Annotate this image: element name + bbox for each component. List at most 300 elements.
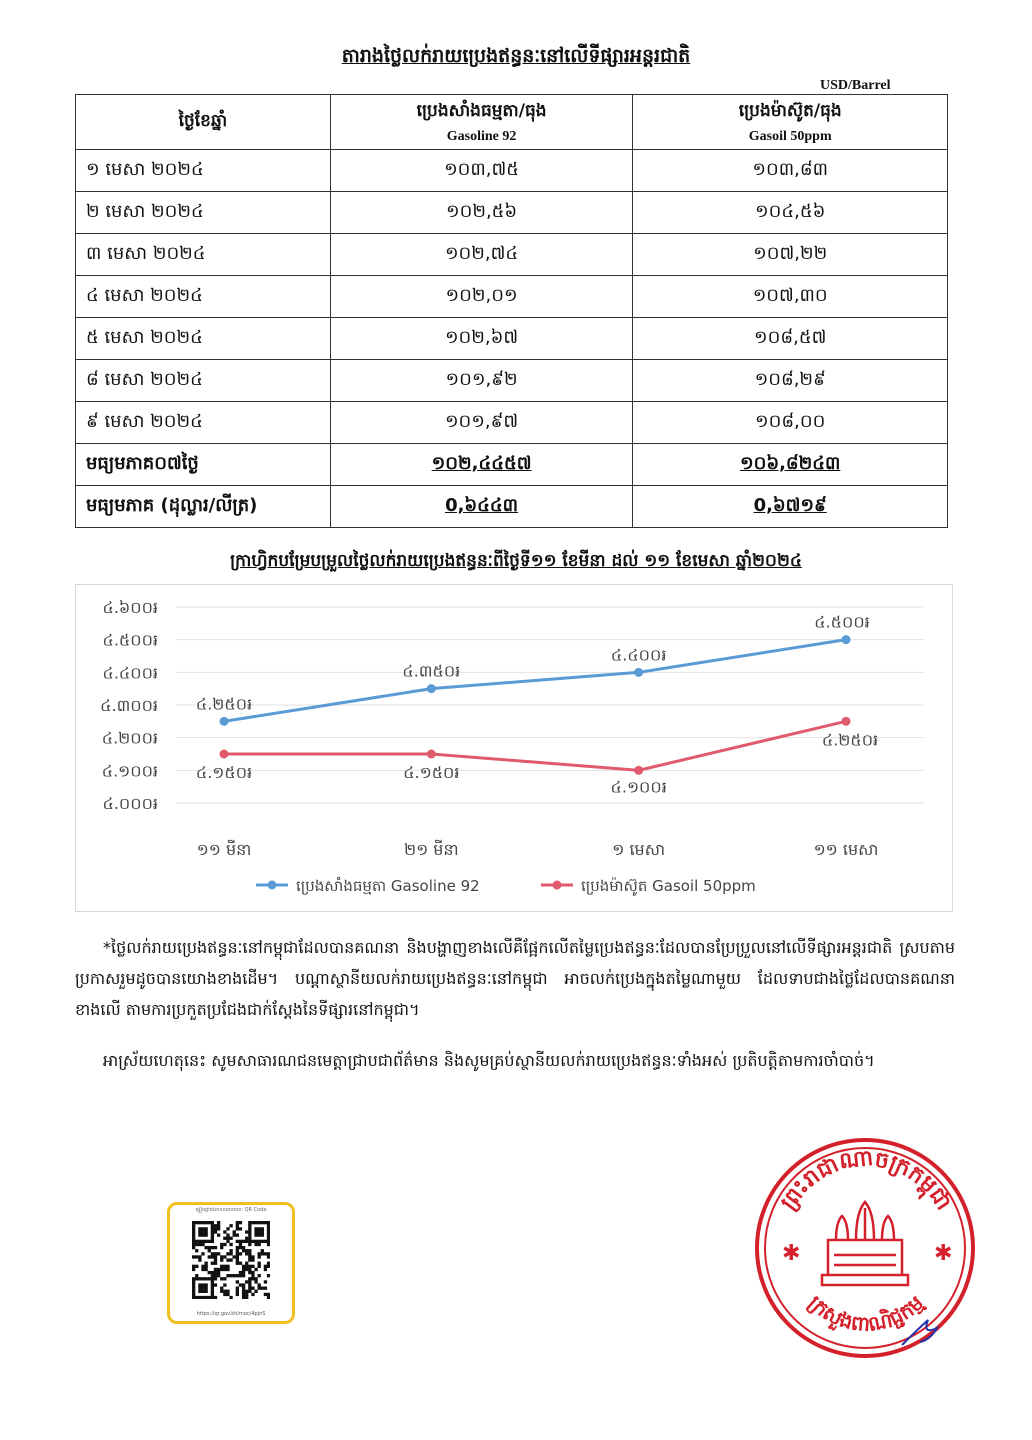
qr-module <box>201 1233 204 1236</box>
qr-module <box>198 1240 201 1243</box>
qr-module <box>239 1262 242 1265</box>
qr-module <box>242 1274 245 1277</box>
qr-module <box>211 1233 214 1236</box>
avg-litre-gasoil-value: 0,៦៧១៩ <box>753 495 827 516</box>
qr-module <box>242 1265 245 1268</box>
qr-module <box>236 1293 239 1296</box>
qr-module <box>261 1230 264 1233</box>
qr-module <box>236 1252 239 1255</box>
qr-module <box>192 1246 195 1249</box>
qr-module <box>211 1290 214 1293</box>
qr-module <box>267 1296 270 1299</box>
qr-module <box>258 1243 261 1246</box>
x-tick-label: ១១ មីនា <box>196 840 252 859</box>
row-gasoline: ១០៣,៧៥ <box>330 150 633 192</box>
qr-module <box>264 1287 267 1290</box>
row-gasoil: ១០៧,៣០ <box>633 276 948 318</box>
qr-module <box>195 1221 198 1224</box>
qr-module <box>258 1252 261 1255</box>
qr-module <box>211 1293 214 1296</box>
row-gasoil: ១០៨,២៩ <box>633 360 948 402</box>
qr-module <box>236 1258 239 1261</box>
qr-module <box>217 1252 220 1255</box>
qr-module <box>214 1252 217 1255</box>
qr-module <box>217 1274 220 1277</box>
data-label: ៤.១៥០៛ <box>195 763 253 782</box>
row-date: ១ មេសា ២០២៤ <box>76 150 331 192</box>
note-paragraph-1: *ថ្លៃលក់រាយប្រេងឥន្ធនៈនៅកម្ពុជាដែលបានគណនា និងបង្ហាញខាងលើគឺផ្អែកលើតម្លៃប្រេងឥន្ធនៈដែលបានប្រែប្រួលនៅលើទីផ្សារអន្តរជាតិ ស្របតាមប្រកាសរួមដូចបានយោងខាងដើម។ បណ្តាស្ថានីយលក់រាយប្រេងឥន្ធនៈនៅកម្ពុជា អាចលក់ប្រេងក្នុងតម្លៃណាមួយ ដែលទាបជាងថ្លៃដែលបានគណនាខាងលើ តាមការប្រកួតប្រជែងជាក់ស្តែងនៃទីផ្សារនៅកម្ពុជា។ <box>75 938 955 1019</box>
qr-module <box>208 1255 211 1258</box>
data-label: ៤.១០០៛ <box>610 777 667 797</box>
avg7-gasoil-value: ១០៦,៨២៤៣ <box>739 453 841 474</box>
qr-module <box>264 1252 267 1255</box>
qr-module <box>198 1290 201 1293</box>
qr-module <box>229 1237 232 1240</box>
qr-module <box>239 1283 242 1286</box>
qr-module <box>267 1233 270 1236</box>
qr-module <box>198 1277 201 1280</box>
qr-module <box>226 1233 229 1236</box>
qr-module <box>201 1227 204 1230</box>
qr-module <box>242 1296 245 1299</box>
y-tick-label: ៤.៤០០៛ <box>102 663 158 683</box>
y-tick-label: ៤.០០០៛ <box>102 794 158 813</box>
qr-module <box>204 1287 207 1290</box>
qr-module <box>267 1265 270 1268</box>
qr-module <box>214 1255 217 1258</box>
qr-module <box>248 1283 251 1286</box>
qr-module <box>195 1249 198 1252</box>
legend-label: ប្រេងសាំងធម្មតា Gasoline 92 <box>296 877 480 895</box>
qr-code-card[interactable] <box>167 1202 295 1324</box>
qr-module <box>258 1283 261 1286</box>
seal-star-left-icon: ✱ <box>782 1241 801 1266</box>
qr-module <box>214 1283 217 1286</box>
qr-module <box>198 1243 201 1246</box>
qr-module <box>245 1265 248 1268</box>
qr-module <box>236 1274 239 1277</box>
seal-top-text: ព្រះរាជាណាចក្រកម្ពុជា <box>776 1145 956 1215</box>
qr-module <box>201 1243 204 1246</box>
qr-module <box>192 1283 195 1286</box>
qr-module <box>220 1243 223 1246</box>
qr-module <box>248 1268 251 1271</box>
qr-module <box>223 1237 226 1240</box>
qr-module <box>192 1265 195 1268</box>
qr-module <box>239 1252 242 1255</box>
qr-module <box>264 1265 267 1268</box>
qr-module <box>208 1221 211 1224</box>
row-gasoil: ១០៧,២២ <box>633 234 948 276</box>
qr-module <box>214 1271 217 1274</box>
qr-module <box>204 1277 207 1280</box>
qr-module <box>229 1258 232 1261</box>
qr-module <box>242 1268 245 1271</box>
qr-module <box>248 1221 251 1224</box>
qr-module <box>223 1277 226 1280</box>
header-gasoline-en: Gasoline 92 <box>446 128 517 144</box>
data-point <box>842 717 851 726</box>
row-gasoline: ១០១,៩៧ <box>330 402 633 444</box>
qr-module <box>211 1280 214 1283</box>
qr-module <box>195 1240 198 1243</box>
qr-module <box>217 1268 220 1271</box>
qr-module <box>195 1265 198 1268</box>
qr-module <box>251 1271 254 1274</box>
qr-module <box>211 1230 214 1233</box>
qr-module <box>201 1230 204 1233</box>
table-row <box>76 192 948 234</box>
header-gasoline-km: ប្រេងសាំងធម្មតា/ធុង <box>416 100 547 121</box>
row-gasoline: ១០២,៥៦ <box>330 192 633 234</box>
row-gasoline: ១០២,៧៤ <box>330 234 633 276</box>
qr-module <box>198 1233 201 1236</box>
qr-module <box>239 1221 242 1224</box>
qr-module <box>267 1255 270 1258</box>
line-chart <box>75 584 953 912</box>
qr-module <box>242 1246 245 1249</box>
qr-module <box>251 1240 254 1243</box>
qr-module <box>258 1227 261 1230</box>
qr-module <box>214 1262 217 1265</box>
qr-module <box>217 1233 220 1236</box>
qr-module <box>201 1268 204 1271</box>
qr-module <box>220 1255 223 1258</box>
chart-title: ក្រាហ្វិកបម្រែបម្រួលថ្លៃលក់រាយប្រេងឥន្ធនៈពីថ្ងៃទី១១ ខែមីនា ដល់ ១១ ខែមេសា ឆ្នាំ២០២៤ <box>230 551 802 571</box>
qr-module <box>198 1255 201 1258</box>
qr-module <box>245 1237 248 1240</box>
qr-module <box>254 1280 257 1283</box>
row-date: ៨ មេសា ២០២៤ <box>76 360 331 402</box>
qr-module <box>192 1224 195 1227</box>
qr-module <box>195 1243 198 1246</box>
qr-module <box>226 1227 229 1230</box>
row-gasoline: ១០១,៩២ <box>330 360 633 402</box>
qr-module <box>264 1280 267 1283</box>
qr-module <box>258 1265 261 1268</box>
row-gasoil: ១០៤,៥៦ <box>633 192 948 234</box>
row-date: ៩ មេសា ២០២៤ <box>76 402 331 444</box>
qr-module <box>201 1221 204 1224</box>
qr-module <box>245 1262 248 1265</box>
qr-module <box>226 1274 229 1277</box>
qr-module <box>198 1258 201 1261</box>
y-tick-label: ៤.១០០៛ <box>101 761 158 781</box>
qr-module <box>254 1268 257 1271</box>
qr-module <box>211 1296 214 1299</box>
qr-module <box>261 1252 264 1255</box>
qr-module <box>226 1293 229 1296</box>
qr-module <box>248 1271 251 1274</box>
note-paragraph-2: អាស្រ័យហេតុនេះ សូមសាធារណជនមេត្តាជ្រាបជាព័ត៌មាន និងសូមគ្រប់ស្ថានីយលក់រាយប្រេងឥន្ធនៈទាំងអស់ ប្រតិបត្តិតាមការចាំបាច់។ <box>103 1051 875 1070</box>
qr-module <box>236 1227 239 1230</box>
qr-module <box>211 1271 214 1274</box>
line-chart-svg <box>76 585 952 911</box>
series-line <box>224 640 846 722</box>
qr-module <box>251 1221 254 1224</box>
table-header-row <box>76 95 948 150</box>
qr-module <box>220 1290 223 1293</box>
qr-module <box>220 1277 223 1280</box>
qr-module <box>239 1246 242 1249</box>
data-point <box>634 766 643 775</box>
qr-module <box>248 1227 251 1230</box>
qr-module <box>236 1246 239 1249</box>
header-gasoil <box>633 95 948 150</box>
x-tick-label: ១១ មេសា <box>813 840 879 859</box>
qr-module <box>226 1265 229 1268</box>
qr-module <box>223 1293 226 1296</box>
qr-module <box>198 1230 201 1233</box>
qr-module <box>242 1287 245 1290</box>
average-7-day-row <box>76 444 948 486</box>
qr-module <box>236 1287 239 1290</box>
table-row <box>76 234 948 276</box>
qr-module <box>233 1230 236 1233</box>
qr-module <box>261 1233 264 1236</box>
qr-module <box>223 1230 226 1233</box>
row-date: ២ មេសា ២០២៤ <box>76 192 331 234</box>
qr-module <box>201 1252 204 1255</box>
qr-module <box>211 1227 214 1230</box>
qr-module <box>211 1274 214 1277</box>
qr-module <box>226 1268 229 1271</box>
avg-litre-gasoil <box>633 486 948 528</box>
table-row <box>76 318 948 360</box>
legend-marker <box>268 881 277 890</box>
data-point <box>634 668 643 677</box>
qr-module <box>267 1237 270 1240</box>
data-point <box>427 750 436 759</box>
qr-module <box>220 1265 223 1268</box>
qr-module <box>204 1246 207 1249</box>
qr-module <box>267 1274 270 1277</box>
qr-module <box>267 1240 270 1243</box>
qr-module <box>233 1274 236 1277</box>
qr-module <box>245 1290 248 1293</box>
qr-module <box>248 1240 251 1243</box>
row-date: ៥ មេសា ២០២៤ <box>76 318 331 360</box>
qr-module <box>258 1233 261 1236</box>
qr-module <box>236 1255 239 1258</box>
qr-module <box>236 1224 239 1227</box>
legend-marker <box>553 881 562 890</box>
qr-module <box>220 1246 223 1249</box>
qr-module <box>242 1240 245 1243</box>
qr-module <box>211 1283 214 1286</box>
qr-module <box>267 1262 270 1265</box>
qr-module <box>192 1290 195 1293</box>
qr-module <box>211 1224 214 1227</box>
qr-module <box>248 1277 251 1280</box>
header-date: ថ្ងៃខែឆ្នាំ <box>76 95 331 150</box>
qr-module <box>267 1230 270 1233</box>
qr-module <box>223 1243 226 1246</box>
qr-module <box>198 1283 201 1286</box>
qr-module <box>211 1255 214 1258</box>
qr-module <box>204 1262 207 1265</box>
qr-module <box>229 1243 232 1246</box>
qr-module <box>211 1240 214 1243</box>
qr-module <box>214 1274 217 1277</box>
row-gasoil: ១០៣,៨៣ <box>633 150 948 192</box>
qr-module <box>254 1290 257 1293</box>
qr-module <box>211 1221 214 1224</box>
qr-module <box>214 1224 217 1227</box>
qr-module <box>214 1268 217 1271</box>
qr-module <box>264 1268 267 1271</box>
qr-module <box>258 1221 261 1224</box>
qr-module <box>217 1271 220 1274</box>
document-title: តារាងថ្លៃលក់រាយប្រេងឥន្ធនៈនៅលើទីផ្សារអន្តរជាតិ <box>341 45 691 67</box>
header-gasoline <box>330 95 633 150</box>
qr-module <box>239 1243 242 1246</box>
qr-module <box>236 1240 239 1243</box>
series-line <box>224 721 846 770</box>
qr-module <box>229 1252 232 1255</box>
qr-module <box>248 1249 251 1252</box>
qr-module <box>251 1277 254 1280</box>
qr-module <box>201 1290 204 1293</box>
row-gasoil: ១០៨,០០ <box>633 402 948 444</box>
qr-module <box>192 1280 195 1283</box>
qr-module <box>223 1265 226 1268</box>
qr-module <box>242 1271 245 1274</box>
qr-module <box>220 1287 223 1290</box>
qr-module <box>251 1287 254 1290</box>
qr-url: https://qr.gov.kh/moc/4pjnS <box>196 1311 266 1317</box>
qr-module <box>192 1268 195 1271</box>
x-tick-label: ១ មេសា <box>612 840 666 859</box>
qr-module <box>201 1277 204 1280</box>
qr-module <box>208 1246 211 1249</box>
qr-module <box>248 1230 251 1233</box>
qr-module <box>195 1277 198 1280</box>
qr-module <box>245 1230 248 1233</box>
qr-module <box>204 1268 207 1271</box>
qr-module <box>248 1243 251 1246</box>
angkor-temple-icon <box>822 1202 908 1285</box>
qr-module <box>248 1255 251 1258</box>
qr-module <box>204 1240 207 1243</box>
qr-module <box>267 1224 270 1227</box>
qr-module <box>245 1268 248 1271</box>
qr-module <box>261 1249 264 1252</box>
qr-module <box>229 1224 232 1227</box>
qr-module <box>239 1274 242 1277</box>
qr-module <box>223 1290 226 1293</box>
qr-module <box>204 1230 207 1233</box>
qr-module <box>248 1237 251 1240</box>
x-tick-label: ២១ មីនា <box>403 840 459 859</box>
qr-module <box>214 1230 217 1233</box>
qr-module <box>245 1280 248 1283</box>
qr-module <box>229 1274 232 1277</box>
qr-module <box>217 1224 220 1227</box>
qr-module <box>251 1258 254 1261</box>
data-point <box>220 717 229 726</box>
qr-module <box>192 1287 195 1290</box>
qr-module <box>192 1240 195 1243</box>
qr-module <box>198 1287 201 1290</box>
row-gasoline: ១០២,៦៧ <box>330 318 633 360</box>
qr-module <box>198 1227 201 1230</box>
table-row <box>76 150 948 192</box>
row-date: ៤ មេសា ២០២៤ <box>76 276 331 318</box>
qr-module <box>254 1240 257 1243</box>
qr-module <box>204 1227 207 1230</box>
y-tick-label: ៤.៦០០៛ <box>102 598 158 617</box>
qr-module <box>267 1221 270 1224</box>
qr-module <box>208 1277 211 1280</box>
y-tick-label: ៤.៣០០៛ <box>100 696 158 715</box>
qr-module <box>192 1243 195 1246</box>
data-point <box>842 635 851 644</box>
qr-module <box>217 1227 220 1230</box>
qr-module <box>192 1255 195 1258</box>
qr-module <box>192 1227 195 1230</box>
qr-module <box>254 1243 257 1246</box>
qr-module <box>261 1240 264 1243</box>
qr-module <box>195 1296 198 1299</box>
qr-module <box>267 1243 270 1246</box>
qr-module <box>217 1221 220 1224</box>
qr-module <box>204 1296 207 1299</box>
qr-module <box>264 1293 267 1296</box>
qr-module <box>236 1280 239 1283</box>
qr-module <box>208 1249 211 1252</box>
average-litre-row <box>76 486 948 528</box>
seal-star-right-icon: ✱ <box>934 1241 953 1266</box>
qr-module <box>211 1252 214 1255</box>
qr-module <box>223 1283 226 1286</box>
qr-module <box>192 1237 195 1240</box>
row-gasoline: ១០២,០១ <box>330 276 633 318</box>
qr-module <box>201 1296 204 1299</box>
qr-module <box>214 1258 217 1261</box>
qr-module <box>258 1240 261 1243</box>
qr-caption: ផ្ទៀងផ្ទាត់ឯកសារតាមរយៈ QR Code <box>195 1207 267 1213</box>
qr-module <box>201 1240 204 1243</box>
qr-module <box>254 1227 257 1230</box>
qr-module <box>258 1274 261 1277</box>
qr-module <box>245 1252 248 1255</box>
qr-module <box>248 1224 251 1227</box>
qr-module <box>248 1290 251 1293</box>
qr-module <box>201 1265 204 1268</box>
qr-module <box>245 1293 248 1296</box>
qr-module <box>248 1258 251 1261</box>
qr-module <box>248 1233 251 1236</box>
unit-label: USD/Barrel <box>820 78 891 93</box>
qr-module <box>242 1290 245 1293</box>
avg7-gasoline-value: ១០២,៤៤៥៧ <box>431 453 532 474</box>
row-date: ៣ មេសា ២០២៤ <box>76 234 331 276</box>
qr-module <box>204 1233 207 1236</box>
qr-module <box>214 1227 217 1230</box>
qr-module <box>239 1227 242 1230</box>
qr-module <box>214 1277 217 1280</box>
qr-module <box>261 1227 264 1230</box>
qr-module <box>258 1287 261 1290</box>
qr-module <box>248 1287 251 1290</box>
qr-module <box>236 1262 239 1265</box>
header-gasoil-en: Gasoil 50ppm <box>748 128 832 144</box>
qr-module <box>261 1287 264 1290</box>
official-seal <box>752 1130 977 1360</box>
qr-module <box>208 1271 211 1274</box>
qr-module <box>236 1233 239 1236</box>
